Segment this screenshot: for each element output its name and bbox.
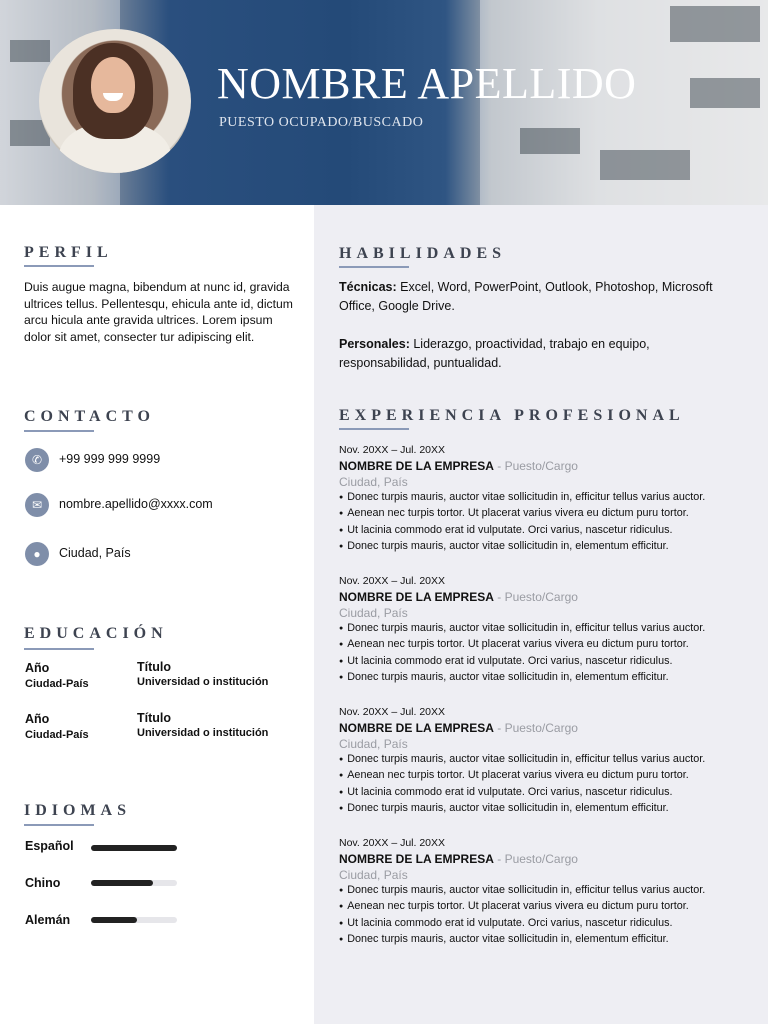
job-title: PUESTO OCUPADO/BUSCADO bbox=[219, 115, 424, 130]
bullet-item: ● Aenean nec turpis tortor. Ut placerat varius vivera eu dictum puru tortor. bbox=[339, 768, 759, 784]
language-name: Español bbox=[25, 839, 74, 853]
experience-bullets bbox=[339, 883, 759, 948]
skills-heading: HABILIDADES bbox=[339, 245, 507, 262]
education-heading: EDUCACIÓN bbox=[24, 625, 168, 642]
personal-skills-text: Liderazgo, proactividad, trabajo en equipo, responsabilidad, puntualidad. bbox=[339, 337, 650, 370]
technical-skills-text: Excel, Word, PowerPoint, Outlook, Photoshop, Microsoft Office, Google Drive. bbox=[339, 280, 713, 313]
experience-date: Nov. 20XX – Jul. 20XX bbox=[339, 706, 446, 718]
education-institution: Universidad o institución bbox=[137, 727, 269, 739]
languages-heading: IDIOMAS bbox=[24, 802, 132, 819]
building-window bbox=[600, 150, 690, 180]
language-level-bar bbox=[91, 917, 177, 923]
experience-city: Ciudad, País bbox=[339, 475, 408, 489]
position: - Puesto/Cargo bbox=[493, 590, 578, 604]
experience-company-line bbox=[339, 720, 759, 736]
profile-heading: PERFIL bbox=[24, 244, 113, 261]
technical-skills-label: Técnicas: bbox=[339, 280, 397, 294]
experience-bullets bbox=[339, 752, 759, 817]
phone-number[interactable]: +99 999 999 9999 bbox=[59, 452, 161, 466]
experience-entry bbox=[339, 704, 759, 817]
building-window bbox=[10, 40, 50, 62]
language-name: Chino bbox=[25, 876, 61, 890]
contact-heading: CONTACTO bbox=[24, 408, 155, 425]
experience-bullets bbox=[339, 621, 759, 686]
profile-text: Duis augue magna, bibendum at nunc id, gravida ultrices tellus. Pellentesqu, ehicula ante id, dictum arcu hicula ante gravida ultrices. Lorem ipsum dolor sit amet, consecter tur adipiscing elit. bbox=[24, 280, 293, 344]
personal-skills-label: Personales: bbox=[339, 337, 410, 351]
language-level-fill bbox=[91, 880, 153, 886]
bullet-item: ● Ut lacinia commodo erat id vulputate. Orci varius, nascetur ridiculus. bbox=[339, 916, 759, 932]
education-year: Año bbox=[25, 712, 50, 726]
experience-company-line bbox=[339, 458, 759, 474]
bullet-item: ● Donec turpis mauris, auctor vitae sollicitudin in, elementum efficitur. bbox=[339, 539, 759, 555]
company-name: NOMBRE DE LA EMPRESA bbox=[339, 721, 494, 735]
email-address[interactable]: nombre.apellido@xxxx.com bbox=[59, 497, 213, 511]
experience-city: Ciudad, País bbox=[339, 868, 408, 882]
building-window bbox=[690, 78, 760, 108]
building-window bbox=[670, 6, 760, 42]
bullet-item: ● Donec turpis mauris, auctor vitae sollicitudin in, efficitur tellus varius auctor. bbox=[339, 883, 759, 899]
company-name: NOMBRE DE LA EMPRESA bbox=[339, 852, 494, 866]
bullet-item: ● Donec turpis mauris, auctor vitae sollicitudin in, elementum efficitur. bbox=[339, 801, 759, 817]
education-degree: Título bbox=[137, 660, 172, 674]
language-name: Alemán bbox=[25, 913, 71, 927]
technical-skills bbox=[339, 278, 739, 316]
experience-entry bbox=[339, 835, 759, 948]
language-level-bar bbox=[91, 845, 177, 851]
bullet-item: ● Aenean nec turpis tortor. Ut placerat varius vivera eu dictum puru tortor. bbox=[339, 637, 759, 653]
building-window bbox=[520, 128, 580, 154]
bullet-item: ● Ut lacinia commodo erat id vulputate. Orci varius, nascetur ridiculus. bbox=[339, 785, 759, 801]
experience-city: Ciudad, País bbox=[339, 606, 408, 620]
bullet-item: ● Aenean nec turpis tortor. Ut placerat varius vivera eu dictum puru tortor. bbox=[339, 506, 759, 522]
bullet-item: ● Donec turpis mauris, auctor vitae sollicitudin in, efficitur tellus varius auctor. bbox=[339, 621, 759, 637]
contact-underline bbox=[24, 430, 94, 432]
position: - Puesto/Cargo bbox=[493, 852, 578, 866]
language-level-fill bbox=[91, 917, 137, 923]
experience-date: Nov. 20XX – Jul. 20XX bbox=[339, 837, 446, 849]
phone-icon: ✆ bbox=[25, 448, 49, 472]
experience-company-line bbox=[339, 851, 759, 867]
full-name: NOMBRE APELLIDO bbox=[217, 59, 637, 108]
bullet-item: ● Aenean nec turpis tortor. Ut placerat varius vivera eu dictum puru tortor. bbox=[339, 899, 759, 915]
company-name: NOMBRE DE LA EMPRESA bbox=[339, 459, 494, 473]
skills-underline bbox=[339, 266, 409, 268]
bullet-item: ● Donec turpis mauris, auctor vitae sollicitudin in, elementum efficitur. bbox=[339, 670, 759, 686]
experience-date: Nov. 20XX – Jul. 20XX bbox=[339, 444, 446, 456]
experience-company-line bbox=[339, 589, 759, 605]
education-underline bbox=[24, 648, 94, 650]
language-level-fill bbox=[91, 845, 177, 851]
personal-skills bbox=[339, 335, 739, 373]
bullet-item: ● Ut lacinia commodo erat id vulputate. Orci varius, nascetur ridiculus. bbox=[339, 654, 759, 670]
experience-underline bbox=[339, 428, 409, 430]
experience-heading: EXPERIENCIA PROFESIONAL bbox=[339, 407, 685, 424]
education-degree: Título bbox=[137, 711, 172, 725]
position: - Puesto/Cargo bbox=[493, 459, 578, 473]
profile-photo bbox=[39, 29, 191, 173]
company-name: NOMBRE DE LA EMPRESA bbox=[339, 590, 494, 604]
experience-entry bbox=[339, 573, 759, 686]
photo-face bbox=[91, 57, 135, 113]
profile-underline bbox=[24, 265, 94, 267]
position: - Puesto/Cargo bbox=[493, 721, 578, 735]
experience-entry bbox=[339, 442, 759, 555]
header-banner bbox=[0, 0, 768, 205]
bullet-item: ● Donec turpis mauris, auctor vitae sollicitudin in, elementum efficitur. bbox=[339, 932, 759, 948]
experience-date: Nov. 20XX – Jul. 20XX bbox=[339, 575, 446, 587]
education-institution: Universidad o institución bbox=[137, 676, 269, 688]
bullet-item: ● Donec turpis mauris, auctor vitae sollicitudin in, efficitur tellus varius auctor. bbox=[339, 490, 759, 506]
education-city: Ciudad-País bbox=[25, 678, 89, 690]
languages-underline bbox=[24, 824, 94, 826]
bullet-item: ● Donec turpis mauris, auctor vitae sollicitudin in, efficitur tellus varius auctor. bbox=[339, 752, 759, 768]
education-year: Año bbox=[25, 661, 50, 675]
language-level-bar bbox=[91, 880, 177, 886]
mail-icon: ✉ bbox=[25, 493, 49, 517]
education-city: Ciudad-País bbox=[25, 729, 89, 741]
experience-city: Ciudad, País bbox=[339, 737, 408, 751]
bullet-item: ● Ut lacinia commodo erat id vulputate. Orci varius, nascetur ridiculus. bbox=[339, 523, 759, 539]
location-pin-icon: ● bbox=[25, 542, 49, 566]
location: Ciudad, País bbox=[59, 546, 131, 560]
experience-bullets bbox=[339, 490, 759, 555]
